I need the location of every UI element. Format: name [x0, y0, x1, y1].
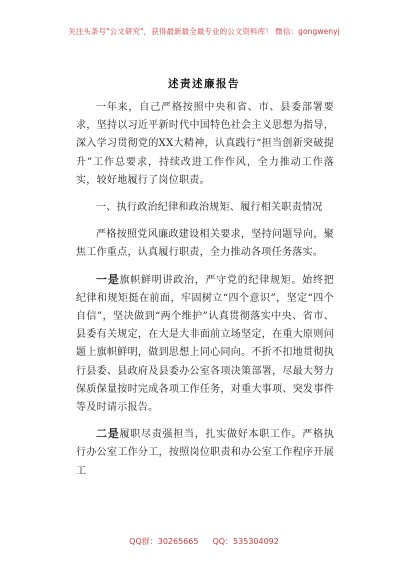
paragraph-lead: 一是 — [96, 272, 120, 286]
footer-qq-group: QQ群：30265665 — [129, 537, 199, 546]
paragraph-text: 旗帜鲜明讲政治，严守党的纪律规矩。始终把纪律和规矩挺在前面，牢固树立“四个意识”，坚定“四个自信”，坚决做到“两个维护”认真贯彻落实中央、省市、县委有关规定，在大是大非面前立场坚定，在重大原则问题上旗帜鲜明，做到思想上同心同向。不折不扣地贯彻执行县委、县政府及县委办公室各项决策部署，尽最大努力保质保量按时完成各项工作任务，对重大事项、突发事件等及时请示报告。 — [76, 274, 334, 414]
paragraph-text: 履职尽责强担当，扎实做好本职工作。严格执行办公室工作分工，按照岗位职责和办公室工作程序开展工 — [76, 429, 334, 477]
section-heading — [76, 198, 334, 217]
paragraph-text: 严格按照党风廉政建设相关要求，坚持问题导向，聚焦工作重点，认真履行职责，全力推动各项任务落实。 — [76, 229, 334, 259]
document-body — [76, 98, 334, 481]
footer-qq: QQ：535304092 — [212, 537, 279, 546]
paragraph-text: 一年来，自己严格按照中央和省、市、县委部署要求，坚持以习近平新时代中国特色社会主义思想为指导，深入学习贯彻党的XX大精神，认真践行“担当创新突破提升”工作总要求，持续改进工作作风，全力推动工作落实，较好地履行了岗位职责。 — [76, 102, 334, 186]
paragraph-point-one — [76, 271, 334, 418]
paragraph-lead: 二是 — [96, 427, 120, 441]
document-title: 述责述廉报告 — [168, 78, 240, 90]
paragraph-text: 一、执行政治纪律和政治规矩、履行相关职责情况 — [96, 202, 323, 214]
header-banner: 关注头条号"公文研究"，获得最新最全最专业的公文资料库！ 微信：gongwenyj — [68, 27, 340, 36]
footer-contact — [0, 536, 408, 547]
paragraph-overview — [76, 225, 334, 262]
paragraph-intro — [76, 98, 334, 190]
paragraph-point-two — [76, 425, 334, 481]
